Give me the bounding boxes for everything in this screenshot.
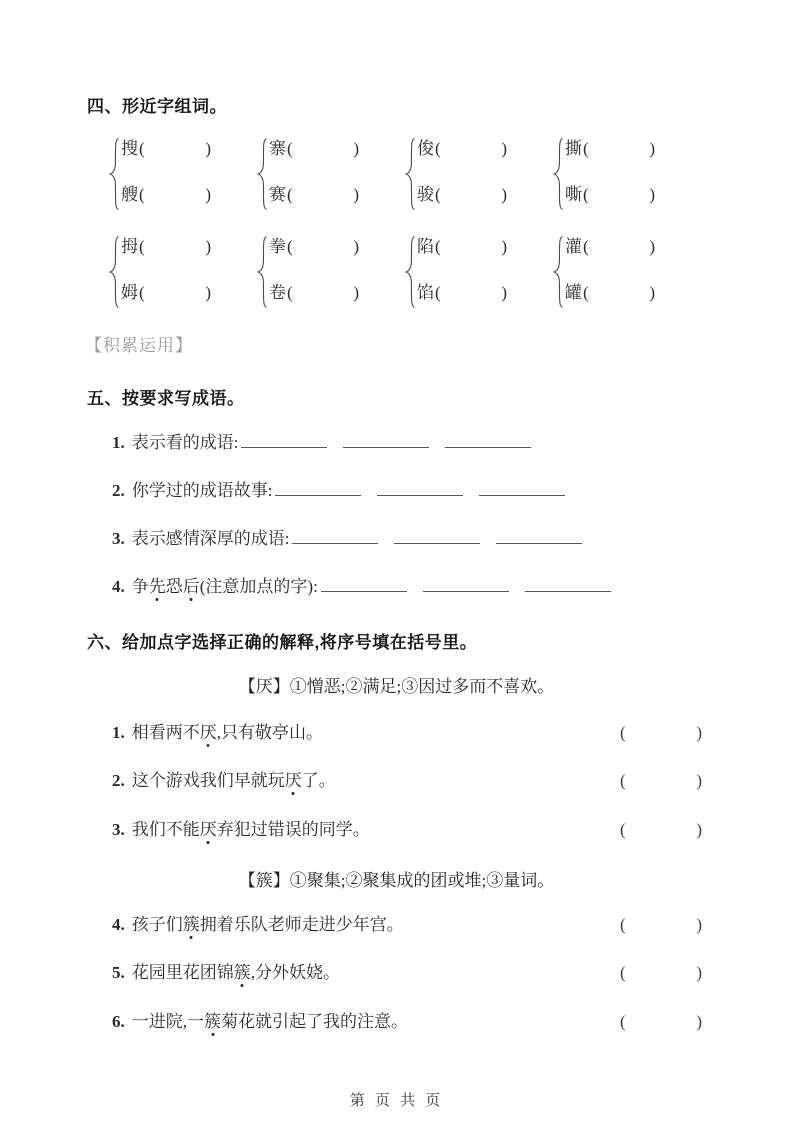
item-number: 4.	[112, 915, 125, 934]
answer-parens	[620, 722, 702, 744]
answer-parens	[620, 1011, 702, 1033]
open-paren: (	[139, 283, 145, 302]
open-paren: (	[139, 185, 145, 204]
close-paren: )	[353, 237, 359, 256]
pair-char-bottom: 嘶	[565, 185, 582, 204]
item-number: 2.	[112, 771, 125, 790]
close-paren: )	[205, 237, 211, 256]
item-text: 争	[131, 577, 149, 596]
pair-row-1	[107, 137, 699, 216]
section-4-title: 四、形近字组词。	[87, 97, 227, 116]
open-paren: (	[287, 185, 293, 204]
close-paren: )	[501, 237, 507, 256]
answer-blank	[343, 432, 429, 448]
close-paren: )	[649, 283, 655, 302]
dotted-char: 簇	[204, 1012, 221, 1031]
open-paren: (	[583, 139, 589, 158]
item-text: 菊花就引起了我的注意。	[221, 1012, 408, 1031]
curly-brace-icon	[255, 137, 268, 216]
open-paren: (	[620, 1012, 626, 1031]
pair-char-top: 撕	[565, 139, 582, 158]
open-paren: (	[620, 723, 626, 742]
answer-blank	[445, 432, 531, 448]
close-paren: )	[501, 139, 507, 158]
close-paren: )	[205, 185, 211, 204]
section-5-title: 五、按要求写成语。	[87, 389, 245, 408]
close-paren: )	[696, 915, 702, 934]
close-paren: )	[501, 283, 507, 302]
item-text: 拥着乐队老师走进少年宫。	[199, 915, 404, 934]
answer-blank	[394, 528, 480, 544]
open-paren: (	[620, 820, 626, 839]
char-pair	[107, 137, 255, 216]
answer-blank	[321, 576, 407, 592]
item-text: 这个游戏我们早就玩	[131, 771, 285, 790]
item-text: 弃犯过错误的同学。	[216, 820, 370, 839]
pair-char-bottom: 赛	[269, 185, 286, 204]
answer-blank	[423, 576, 509, 592]
dotted-char: 簇	[233, 963, 251, 982]
item-text: ,只有敬亭山。	[216, 723, 323, 742]
open-paren: (	[583, 237, 589, 256]
page-footer: 第 页 共 页	[349, 1092, 444, 1109]
open-paren: (	[287, 237, 293, 256]
answer-blank	[525, 576, 611, 592]
pair-char-top: 俊	[417, 139, 434, 158]
char-pair	[255, 137, 403, 216]
curly-brace-icon	[551, 235, 564, 314]
item-text: 孩子们	[131, 915, 183, 934]
item-number: 2.	[112, 481, 125, 500]
item-text: 一进院,一	[131, 1012, 204, 1031]
section5-item-4	[0, 576, 793, 598]
close-paren: )	[696, 820, 702, 839]
open-paren: (	[139, 237, 145, 256]
item-label: 表示看的成语:	[131, 433, 239, 452]
dotted-char: 厌	[199, 820, 217, 839]
open-paren: (	[435, 185, 441, 204]
dotted-char: 先	[148, 577, 166, 596]
answer-blank	[275, 480, 361, 496]
dotted-char: 后	[182, 577, 200, 596]
char-pair	[551, 137, 699, 216]
dotted-char: 簇	[182, 915, 200, 934]
pair-char-top: 陷	[417, 237, 434, 256]
answer-parens	[620, 914, 702, 936]
pair-char-top: 拳	[269, 237, 286, 256]
char-pair	[403, 137, 551, 216]
open-paren: (	[620, 963, 626, 982]
close-paren: )	[696, 723, 702, 742]
open-paren: (	[287, 283, 293, 302]
open-paren: (	[435, 283, 441, 302]
item-number: 1.	[112, 723, 125, 742]
close-paren: )	[696, 771, 702, 790]
answer-blank	[241, 432, 327, 448]
item-text: 我们不能	[131, 820, 200, 839]
answer-blank	[292, 528, 378, 544]
close-paren: )	[696, 963, 702, 982]
section6-item-1	[0, 722, 793, 744]
item-text: 花园里花团锦	[131, 963, 234, 982]
open-paren: (	[435, 139, 441, 158]
pair-char-bottom: 骏	[417, 185, 434, 204]
section5-item-2	[0, 480, 793, 502]
pair-char-top: 搜	[121, 139, 138, 158]
open-paren: (	[287, 139, 293, 158]
open-paren: (	[620, 915, 626, 934]
item-number: 6.	[112, 1012, 125, 1031]
pair-row-2	[107, 235, 699, 314]
close-paren: )	[353, 283, 359, 302]
curly-brace-icon	[255, 235, 268, 314]
section-6-title: 六、给加点字选择正确的解释,将序号填在括号里。	[87, 633, 478, 652]
curly-brace-icon	[107, 235, 120, 314]
accumulate-usage-tag: 【积累运用】	[85, 336, 193, 355]
cu-definition-line: 【簇】①聚集;②聚集成的团或堆;③量词。	[238, 871, 555, 890]
pair-char-bottom: 罐	[565, 283, 582, 302]
close-paren: )	[696, 1012, 702, 1031]
section6-item-5	[0, 962, 793, 984]
open-paren: (	[583, 185, 589, 204]
close-paren: )	[501, 185, 507, 204]
curly-brace-icon	[403, 235, 416, 314]
char-pair	[107, 235, 255, 314]
dotted-char: 厌	[199, 723, 217, 742]
answer-parens	[620, 770, 702, 792]
item-text: (注意加点的字):	[199, 577, 318, 596]
section6-item-4	[0, 914, 793, 936]
pair-char-bottom: 馅	[417, 283, 434, 302]
item-number: 3.	[112, 529, 125, 548]
item-text: 恐	[165, 577, 183, 596]
pair-char-top: 寨	[269, 139, 286, 158]
answer-blank	[479, 480, 565, 496]
section6-item-2	[0, 770, 793, 792]
item-number: 4.	[112, 577, 125, 596]
close-paren: )	[205, 139, 211, 158]
item-text: ,分外妖娆。	[250, 963, 340, 982]
curly-brace-icon	[107, 137, 120, 216]
open-paren: (	[583, 283, 589, 302]
section6-item-6	[0, 1011, 793, 1033]
close-paren: )	[649, 237, 655, 256]
char-pair	[551, 235, 699, 314]
yan-definition-line: 【厌】①憎恶;②满足;③因过多而不喜欢。	[238, 677, 555, 696]
close-paren: )	[205, 283, 211, 302]
item-label: 你学过的成语故事:	[131, 481, 273, 500]
answer-blank	[496, 528, 582, 544]
section6-item-3	[0, 819, 793, 841]
answer-blank	[377, 480, 463, 496]
dotted-char: 厌	[284, 771, 302, 790]
open-paren: (	[620, 771, 626, 790]
pair-char-bottom: 卷	[269, 283, 286, 302]
pair-char-top: 灌	[565, 237, 582, 256]
item-number: 3.	[112, 820, 125, 839]
pair-char-bottom: 艘	[121, 185, 138, 204]
open-paren: (	[139, 139, 145, 158]
item-text: 相看两不	[131, 723, 200, 742]
close-paren: )	[353, 185, 359, 204]
answer-parens	[620, 819, 702, 841]
item-number: 5.	[112, 963, 125, 982]
curly-brace-icon	[551, 137, 564, 216]
item-label: 表示感情深厚的成语:	[131, 529, 290, 548]
char-pair	[255, 235, 403, 314]
section5-item-1	[0, 432, 793, 454]
pair-char-top: 拇	[121, 237, 138, 256]
item-number: 1.	[112, 433, 125, 452]
section5-item-3	[0, 528, 793, 550]
item-text: 了。	[301, 771, 336, 790]
open-paren: (	[435, 237, 441, 256]
char-pair	[403, 235, 551, 314]
close-paren: )	[649, 139, 655, 158]
curly-brace-icon	[403, 137, 416, 216]
close-paren: )	[353, 139, 359, 158]
answer-parens	[620, 962, 702, 984]
pair-char-bottom: 姆	[121, 283, 138, 302]
close-paren: )	[649, 185, 655, 204]
